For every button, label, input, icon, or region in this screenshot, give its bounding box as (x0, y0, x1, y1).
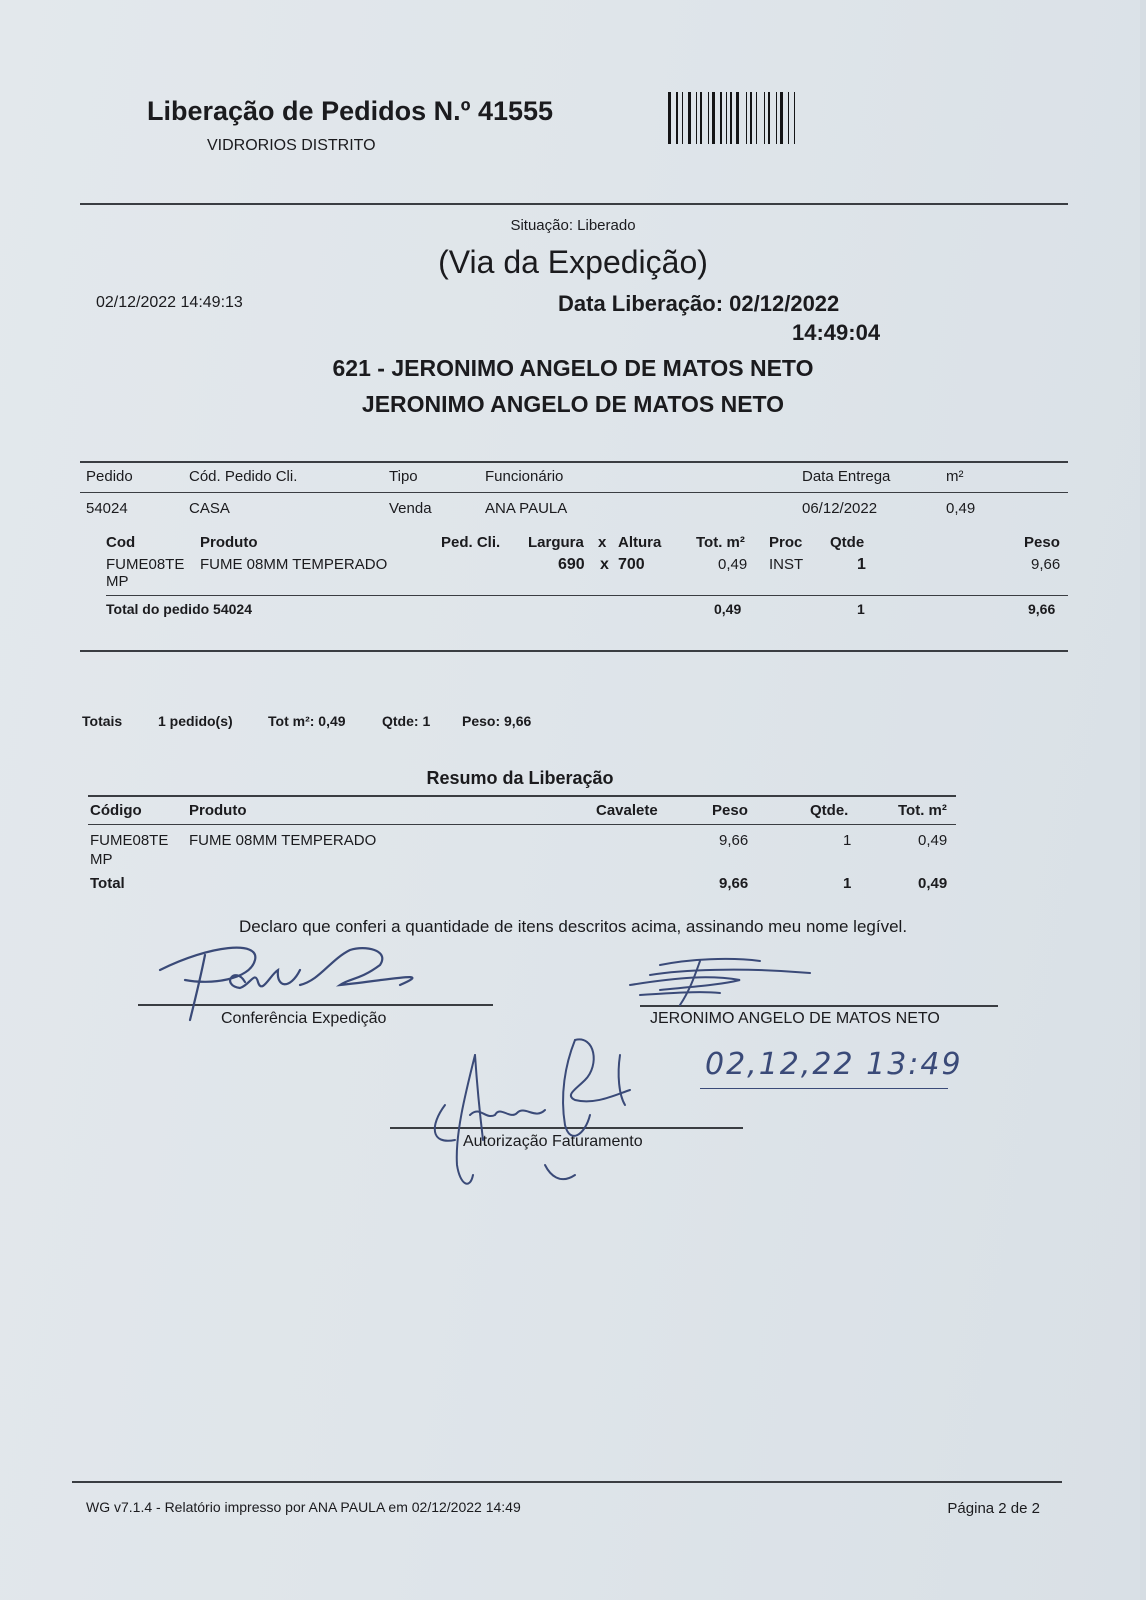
totais-peso: Peso: 9,66 (462, 713, 532, 729)
item-cod-suffix: MP (106, 573, 129, 590)
item-header-altura: Altura (618, 534, 662, 551)
resumo-tot-m2: 0,49 (918, 832, 948, 849)
col-header-data-entrega: Data Entrega (802, 468, 891, 485)
total-pedido-m2: 0,49 (714, 601, 742, 617)
conferencia-label: Conferência Expedição (221, 1010, 387, 1027)
item-header-x: x (598, 534, 607, 551)
situacao-label: Situação: Liberado (510, 217, 636, 234)
declaracao-text: Declaro que conferi a quantidade de itens descritos acima, assinando meu nome legível. (238, 917, 908, 936)
resumo-header-rule (88, 824, 956, 825)
resumo-top-rule (88, 795, 956, 797)
item-cod: FUME08TE (106, 556, 185, 573)
handwritten-date: 02,12,22 13:49 (705, 1047, 963, 1082)
print-datetime: 02/12/2022 14:49:13 (96, 294, 243, 311)
cliente-name: JERONIMO ANGELO DE MATOS NETO (361, 391, 785, 417)
signature-paula-icon (150, 940, 430, 1020)
col-header-tipo: Tipo (389, 468, 418, 485)
data-liberacao-time: 14:49:04 (792, 320, 881, 345)
total-pedido-qtde: 1 (857, 601, 865, 617)
resumo-total-label: Total (90, 875, 125, 892)
cliente-code-name: 621 - JERONIMO ANGELO DE MATOS NETO (332, 355, 814, 381)
item-x: x (600, 556, 609, 573)
resumo-total-peso: 9,66 (719, 875, 749, 892)
item-produto: FUME 08MM TEMPERADO (200, 556, 388, 573)
pedido-table-top-rule (80, 461, 1068, 463)
totais-qtde: Qtde: 1 (382, 713, 431, 729)
cod-pedido-cli: CASA (189, 500, 230, 517)
col-header-cod-pedido-cli: Cód. Pedido Cli. (189, 468, 298, 485)
totais-pedidos: 1 pedido(s) (158, 713, 233, 729)
pedido-number: 54024 (86, 500, 128, 517)
resumo-title: Resumo da Liberação (426, 768, 614, 788)
handwritten-date-underline (700, 1088, 948, 1089)
pedido-header-rule (80, 492, 1068, 493)
item-tot-m2: 0,49 (718, 556, 748, 573)
resumo-header-cavalete: Cavalete (596, 802, 658, 819)
item-header-largura: Largura (528, 534, 584, 551)
document-title: Liberação de Pedidos N.º 41555 (147, 96, 554, 126)
barcode-icon (668, 92, 842, 144)
item-header-ped-cli: Ped. Cli. (441, 534, 501, 551)
resumo-header-produto: Produto (189, 802, 247, 819)
total-pedido-label: Total do pedido 54024 (106, 601, 252, 617)
via-label: (Via da Expedição) (438, 244, 708, 280)
item-qtde: 1 (857, 556, 866, 573)
m2-value: 0,49 (946, 500, 976, 517)
resumo-total-qtde: 1 (843, 875, 852, 892)
funcionario-value: ANA PAULA (485, 500, 568, 517)
resumo-peso: 9,66 (719, 832, 749, 849)
item-altura: 700 (618, 556, 645, 573)
totais-label: Totais (82, 713, 123, 729)
signature-ana-paula-icon (425, 1035, 665, 1195)
resumo-produto: FUME 08MM TEMPERADO (189, 832, 377, 849)
item-header-proc: Proc (769, 534, 803, 551)
resumo-header-qtde: Qtde. (810, 802, 849, 819)
item-header-produto: Produto (200, 534, 258, 551)
footer-text: WG v7.1.4 - Relatório impresso por ANA PAULA em 02/12/2022 14:49 (86, 1499, 521, 1515)
company-name: VIDRORIOS DISTRITO (207, 137, 376, 154)
resumo-header-tot-m2: Tot. m² (898, 802, 947, 819)
item-header-peso: Peso (1024, 534, 1060, 551)
cliente-label: JERONIMO ANGELO DE MATOS NETO (650, 1010, 940, 1027)
resumo-header-codigo: Código (90, 802, 142, 819)
resumo-codigo: FUME08TE (90, 832, 169, 849)
tipo-value: Venda (389, 500, 432, 517)
resumo-codigo-suffix: MP (90, 851, 113, 868)
item-header-tot-m2: Tot. m² (696, 534, 745, 551)
footer-rule (72, 1481, 1062, 1483)
totais-m2: Tot m²: 0,49 (268, 713, 346, 729)
col-header-pedido: Pedido (86, 468, 133, 485)
pedido-section-end-rule (80, 650, 1068, 652)
item-total-rule (106, 595, 1068, 596)
resumo-qtde: 1 (843, 832, 852, 849)
item-peso: 9,66 (1031, 556, 1061, 573)
item-largura: 690 (558, 556, 585, 573)
resumo-header-peso: Peso (712, 802, 748, 819)
col-header-funcionario: Funcionário (485, 468, 564, 485)
item-header-qtde: Qtde (830, 534, 865, 551)
data-entrega-value: 06/12/2022 (802, 500, 878, 517)
autorizacao-label: Autorização Faturamento (463, 1133, 643, 1150)
item-header-cod: Cod (106, 534, 136, 551)
signature-cliente-icon (620, 955, 820, 1015)
page-number: Página 2 de 2 (947, 1500, 1040, 1517)
resumo-total-tot-m2: 0,49 (918, 875, 948, 892)
col-header-m2: m² (946, 468, 964, 485)
item-proc: INST (769, 556, 804, 573)
header-divider (80, 203, 1068, 205)
data-liberacao: Data Liberação: 02/12/2022 (558, 291, 840, 316)
total-pedido-peso: 9,66 (1028, 601, 1056, 617)
